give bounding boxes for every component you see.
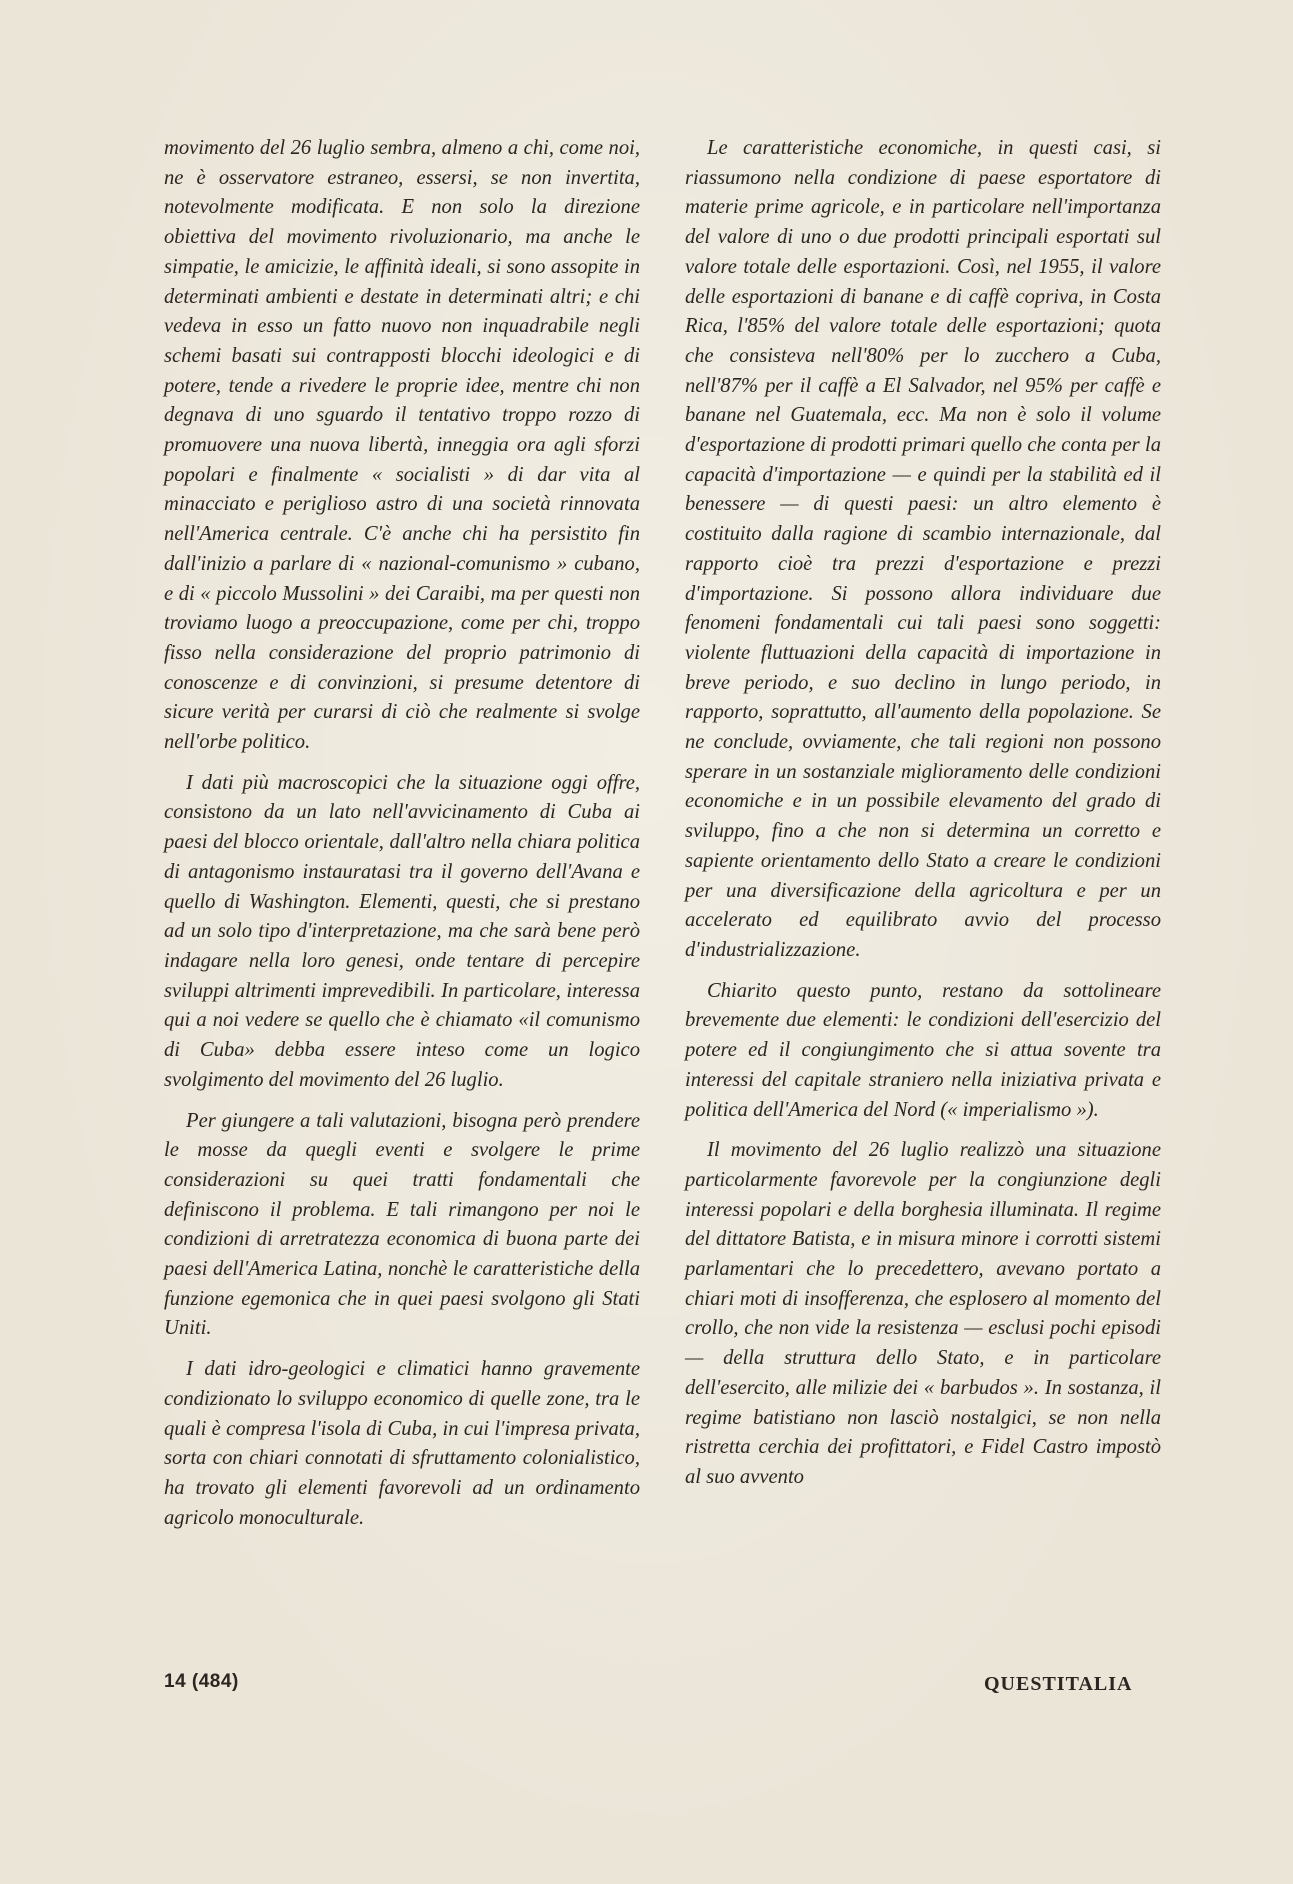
paragraph: movimento del 26 luglio sembra, almeno a chi, come noi, ne è osservatore estraneo, essersi, se non invertita, notevolmente modificata. E non solo la direzione obiettiva del movimento rivoluzionario, ma anche le simpatie, le amicizie, le affinità ideali, si sono assopite in determinati ambienti e destate in determinati altri; e chi vedeva in esso un fatto nuovo non inquadrabile negli schemi basati sui contrapposti blocchi ideologici e di potere, tende a rivedere le proprie idee, mentre chi non degnava di uno sguardo il tentativo troppo rozzo di promuovere una nuova libertà, inneggia ora agli sforzi popolari e finalmente « socialisti » di dar vita al minacciato e periglioso astro di una società rinnovata nell'America centrale. C'è anche chi ha persistito fin dall'inizio a parlare di « nazional-comunismo » cubano, e di « piccolo Mussolini » dei Caraibi, ma per questi non troviamo luogo a preoccupazione, come per chi, troppo fisso nella considerazione del proprio patrimonio di conoscenze e di convinzioni, si presume detentore di sicure verità per curarsi di ciò che realmente si svolge nell'orbe politico. bbox=[164, 137, 640, 754]
paragraph: Le caratteristiche economiche, in questi casi, si riassumono nella condizione di paese esportatore di materie prime agricole, e in particolare nell'importanza del valore di uno o due prodotti principali esportati sul valore totale delle esportazioni. Così, nel 1955, il valore delle esportazioni di banane e di caffè copriva, in Costa Rica, l'85% del valore totale delle esportazioni; quota che consisteva nell'80% per lo zucchero a Cuba, nell'87% per il caffè a El Salvador, nel 95% per caffè e banane nel Guatemala, ecc. Ma non è solo il volume d'esportazione di prodotti primari quello che conta per la capacità d'importazione — e quindi per la stabilità ed il benessere — di questi paesi: un altro elemento è costituito dalla ragione di scambio internazionale, dal rapporto cioè tra prezzi d'esportazione e prezzi d'importazione. Si possono allora individuare due fenomeni fondamentali cui tali paesi sono soggetti: violente fluttuazioni della capacità di importazione in breve periodo, e suo declino in lungo periodo, in rapporto, soprattutto, all'aumento della popolazione. Se ne conclude, ovviamente, che tali regioni non possono sperare in un sostanziale miglioramento delle condizioni economiche e in un possibile elevamento del grado di sviluppo, fino a che non si determina un corretto e sapiente orientamento dello Stato a creare le condizioni per una diversificazione della agricoltura e per un accelerato ed equilibrato avvio del processo d'industrializzazione. bbox=[685, 137, 1161, 961]
paragraph: Per giungere a tali valutazioni, bisogna però prendere le mosse da quegli eventi e svolgere le prime considerazioni su quei tratti fondamentali che definiscono il problema. E tali rimangono per noi le condizioni di arretratezza economica di buona parte dei paesi dell'America Latina, nonchè le caratteristiche della funzione egemonica che in quei paesi svolgono gli Stati Uniti. bbox=[164, 1109, 640, 1340]
left-text-column bbox=[164, 134, 640, 1544]
paragraph: Il movimento del 26 luglio realizzò una situazione particolarmente favorevole per la congiunzione degli interessi popolari e della borghesia illuminata. Il regime del dittatore Batista, e in misura minore i corrotti sistemi parlamentari che lo precedettero, avevano portato a chiari moti di insofferenza, che esplosero al momento del crollo, che non vide la resistenza — esclusi pochi episodi — della struttura dello Stato, e in particolare dell'esercito, alle milizie dei « barbudos ». In sostanza, il regime batistiano non lasciò nostalgici, se non nella ristretta cerchia dei profittatori, e Fidel Castro impostò al suo avvento bbox=[685, 1139, 1161, 1488]
right-text-column bbox=[685, 134, 1161, 1504]
paragraph: I dati più macroscopici che la situazione oggi offre, consistono da un lato nell'avvicinamento di Cuba ai paesi del blocco orientale, dall'altro nella chiara politica di antagonismo instauratasi tra il governo dell'Avana e quello di Washington. Elementi, questi, che si prestano ad un solo tipo d'interpretazione, ma che sarà bene però indagare nella loro genesi, onde tentare di percepire sviluppi altrimenti imprevedibili. In particolare, interessa qui a noi vedere se quello che è chiamato «il comunismo di Cuba» debba essere inteso come un logico svolgimento del movimento del 26 luglio. bbox=[164, 771, 640, 1091]
paragraph: Chiarito questo punto, restano da sottolineare brevemente due elementi: le condizioni dell'esercizio del potere ed il congiungimento che si attua sovente tra interessi del capitale straniero nella iniziativa privata e politica dell'America del Nord (« imperialismo »). bbox=[685, 979, 1161, 1121]
publication-name: QUESTITALIA bbox=[984, 1673, 1133, 1695]
paragraph: I dati idro-geologici e climatici hanno gravemente condizionato lo sviluppo economico di quelle zone, tra le quali è compresa l'isola di Cuba, in cui l'impresa privata, sorta con chiari connotati di sfruttamento colonialistico, ha trovato gli elementi favorevoli ad un ordinamento agricolo monoculturale. bbox=[164, 1358, 640, 1529]
page-number: 14 (484) bbox=[164, 1671, 239, 1692]
